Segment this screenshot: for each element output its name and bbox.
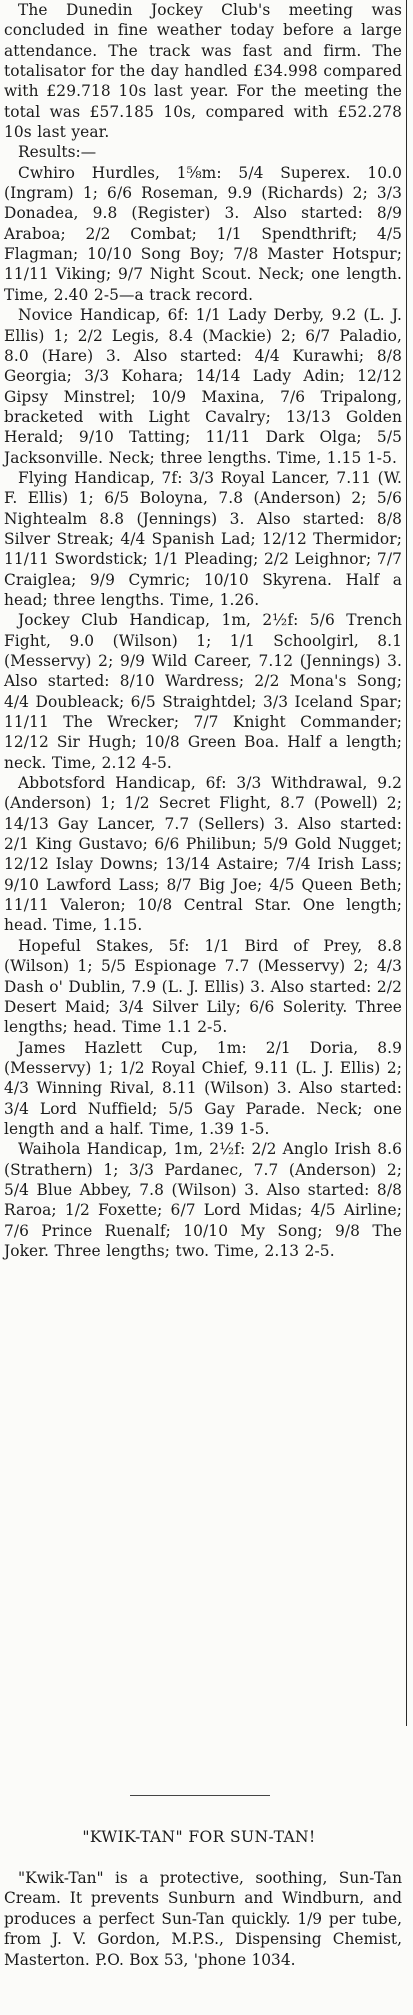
section-divider bbox=[130, 1795, 270, 1796]
race-result-novice-handicap: Novice Handicap, 6f: 1/1 Lady Derby, 9.2 (L. J. Ellis) 1; 2/2 Legis, 8.4 (Mackie) 2; 6/7 Paladio, 8.0 (Hare) 3. Also started: 4/4 Kurawhi; 8/8 Georgia; 3/3 Kohara; 14/14 Lady Adin; 12/12 Gipsy Minstrel; 10/9 Maxina, 7/6 Tripalong, bracketed with Light Cavalry; 13/13 Golden Herald; 9/10 Tatting; 11/11 Dark Olga; 5/5 Jacksonville. Neck; three lengths. Time, 1.15 1-5. bbox=[4, 306, 402, 467]
race-result-flying-handicap: Flying Handicap, 7f: 3/3 Royal Lancer, 7.11 (W. F. Ellis) 1; 6/5 Boloyna, 7.8 (Anderson) 2; 5/6 Nightealm 8.8 (Jennings) 3. Also started: 8/8 Silver Streak; 4/4 Spanish Lad; 12/12 Thermidor; 11/11 Swordstick; 1/1 Pleading; 2/2 Leighnor; 7/7 Craiglea; 9/9 Cymric; 10/10 Skyrena. Half a head; three lengths. Time, 1.26. bbox=[4, 468, 402, 609]
article-intro: The Dunedin Jockey Club's meeting was concluded in fine weather today before a large attendance. The track was fast and firm. The totalisator for the day handled £34.998 compared with £29.718 10s last year. For the meeting the total was £57.185 10s, compared with £52.278 10s last year. bbox=[4, 1, 402, 142]
race-result-hopeful-stakes: Hopeful Stakes, 5f: 1/1 Bird of Prey, 8.8 (Wilson) 1; 5/5 Espionage 7.7 (Messervy) 2; 4/3 Dash o' Dublin, 7.9 (L. J. Ellis) 3. Also started: 2/2 Desert Maid; 3/4 Silver Lily; 6/6 Solerity. Three lengths; head. Time 1.1 2-5. bbox=[4, 936, 402, 1037]
results-label: Results:— bbox=[18, 143, 97, 162]
race-result-james-hazlett-cup: James Hazlett Cup, 1m: 2/1 Doria, 8.9 (Messervy) 1; 1/2 Royal Chief, 9.11 (L. J. Ellis) 2; 4/3 Winning Rival, 8.11 (Wilson) 3. Also started: 3/4 Lord Nuffield; 5/5 Gay Parade. Neck; one length and a half. Time, 1.39 1-5. bbox=[4, 1038, 402, 1138]
race-result-jockey-club-handicap: Jockey Club Handicap, 1m, 2½f: 5/6 Trench Fight, 9.0 (Wilson) 1; 1/1 Schoolgirl, 8.1 (Messervy) 2; 9/9 Wild Career, 7.12 (Jennings) 3. Also started: 8/10 Wardress; 2/2 Mona's Song; 4/4 Doubleack; 6/5 Straightdel; 3/3 Iceland Spar; 11/11 The Wrecker; 7/7 Knight Commander; 12/12 Sir Hugh; 10/8 Green Boa. Half a length; neck. Time, 2.12 4-5. bbox=[4, 611, 402, 772]
race-result-waihola-handicap: Waihola Handicap, 1m, 2½f: 2/2 Anglo Irish 8.6 (Strathern) 1; 3/3 Pardanec, 7.7 (Anderson) 2; 5/4 Blue Abbey, 7.8 (Wilson) 3. Also started: 8/8 Raroa; 1/2 Foxette; 6/7 Lord Midas; 4/5 Airline; 7/6 Prince Ruenalf; 10/10 My Song; 9/8 The Joker. Three lengths; two. Time, 2.13 2-5. bbox=[4, 1140, 402, 1260]
advert-heading: "KWIK-TAN" FOR SUN-TAN! bbox=[82, 1828, 316, 1846]
race-result-abbotsford-handicap: Abbotsford Handicap, 6f: 3/3 Withdrawal, 9.2 (Anderson) 1; 1/2 Secret Flight, 8.7 (Powell) 2; 14/13 Gay Lancer, 7.7 (Sellers) 3. Also started: 2/1 King Gustavo; 6/6 Philibun; 5/9 Gold Nugget; 12/12 Islay Downs; 13/14 Astaire; 7/4 Irish Lass; 9/10 Lawford Lass; 8/7 Big Joe; 4/5 Queen Beth; 11/11 Valeron; 10/8 Central Star. One length; head. Time, 1.15. bbox=[4, 774, 402, 935]
column-rule bbox=[406, 0, 407, 1726]
race-result-cwhiro-hurdles: Cwhiro Hurdles, 1⅝m: 5/4 Superex. 10.0 (Ingram) 1; 6/6 Roseman, 9.9 (Richards) 2; 3/3 Donadea, 9.8 (Register) 3. Also started: 8/9 Araboa; 2/2 Combat; 1/1 Spendthrift; 4/5 Flagman; 10/10 Song Boy; 7/8 Master Hotspur; 11/11 Viking; 9/7 Night Scout. Neck; one length. Time, 2.40 2-5—a track record. bbox=[4, 163, 402, 304]
racing-results-column bbox=[4, 0, 402, 1261]
advert-body: "Kwik-Tan" is a protective, soothing, Sun-Tan Cream. It prevents Sunburn and Windburn, and produces a perfect Sun-Tan quickly. 1/9 per tube, from J. V. Gordon, M.P.S., Dispensing Chemist, Masterton. P.O. Box 53, 'phone 1034. bbox=[4, 1869, 402, 1969]
